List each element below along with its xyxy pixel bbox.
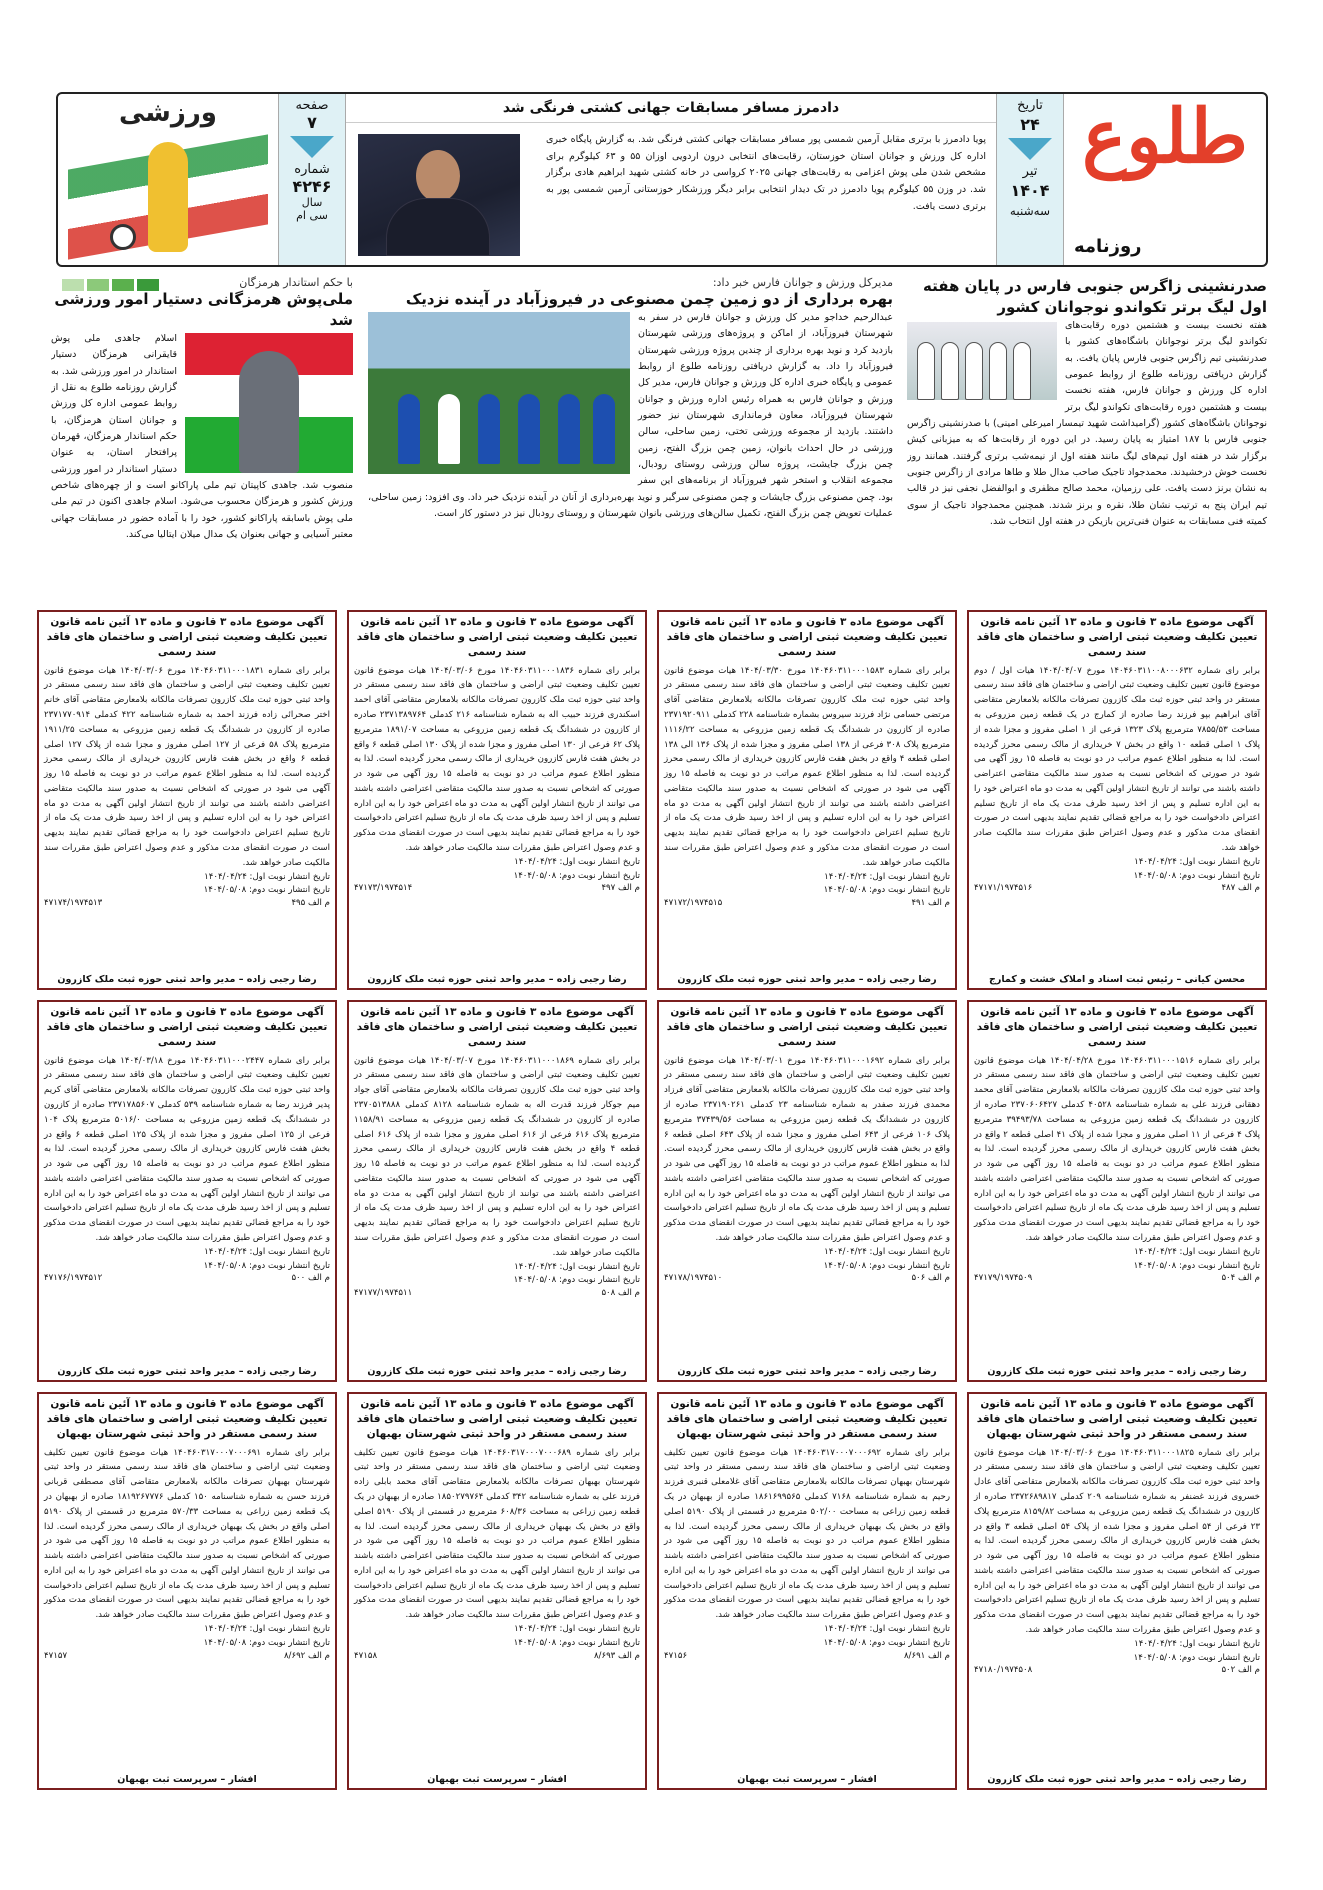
issue-label: شماره bbox=[294, 162, 330, 177]
legal-ad bbox=[967, 1392, 1267, 1790]
ad-title: آگهی موضوع ماده ۳ قانون و ماده ۱۳ آئین نامه قانون تعیین تکلیف وضعیت ثبتی اراضی و ساختمان های فاقد سند رسمی مستقر در واحد ثبتی شهرستان بهبهان bbox=[46, 1398, 328, 1441]
section-title: ورزشی bbox=[119, 98, 217, 128]
ad-code: ۴۷۱۷۱/۱۹۷۴۵۱۶ bbox=[974, 883, 1033, 894]
article-hormozgan bbox=[51, 276, 353, 596]
ad-size: ۴۸۷ م الف bbox=[1221, 883, 1260, 894]
article-hormozgan-body: اسلام جاهدی ملی پوش قایقرانی هرمزگان دستیار استاندار در امور ورزشی شد. به گزارش روزنامه طلوع به نقل از روابط عمومی اداره کل ورزش و جوانان استان هرمزگان، با حکم استاندار هرمزگان، قهرمان پرافتخار استان، به عنوان دستیار استاندار در امور ورزشی منصوب شد. جاهدی کاپیتان تیم ملی پاراکانو است و از چهره‌های شاخص ورزش کشور و هرمزگان محسوب می‌شود. اسلام جاهدی اکنون در تیم ملی ملی پوش باسابقه پاراکانو کشور، خود را با آماده حضور در مسابقات جهانی معتبر آسیایی و جهانی بعنوان یک مدال میلان ایتالیا می‌کند. bbox=[51, 333, 353, 540]
page-label: صفحه bbox=[295, 98, 329, 113]
triangle-icon bbox=[1008, 138, 1052, 160]
ad-body: برابر رای شماره ۱۴۰۴۶۰۳۱۱۰۰۰۱۸۶۹ مورخ ۱۴۰۴/۰۳/۰۷ هیات موضوع قانون تعیین تکلیف وضعیت ثبتی اراضی و ساختمان های فاقد سند رسمی مستقر در واحد ثبتی حوزه ثبت ملک کازرون تصرفات مالکانه بلامعارض متقاضی آقای جواد میم جوکار فرزند قدرت اله به شماره شناسنامه ۸۱۲۸ کدملی ۲۳۷۰۵۱۳۸۸۸ صادره از کازرون در ششدانگ یک قطعه زمین مزروعی به مساحت ۱۱۵۸/۹۱ مترمربع پلاک ۶۱۶ فرعی از ۶۱۶ اصلی مفروز و مجزا شده از پلاک ۶۱۶ اصلی قطعه ۴ واقع در بخش هفت فارس کازرون خریداری از مالک رسمی محرز گردیده است. لذا به منظور اطلاع عموم مراتب در دو نوبت به فاصله ۱۵ روز آگهی می شود در صورتی که اشخاص نسبت به صدور سند مالکیت متقاضی اعتراضی داشته باشند می توانند از تاریخ انتشار اولین آگهی به مدت دو ماه اعتراض خود را به این اداره تسلیم و پس از اخذ رسید ظرف مدت یک ماه از تاریخ تسلیم اعتراض دادخواست خود را به مراجع قضائی تقدیم نمایند بدیهی است در صورت انقضای مدت مذکور و عدم وصول اعتراض طبق مقررات سند مالکیت صادر خواهد شد. bbox=[354, 1055, 641, 1258]
legal-ad bbox=[347, 1000, 647, 1382]
ad-signature: محسن کیانی – رئیس ثبت اسناد و املاک خشت و کمارج bbox=[989, 974, 1245, 985]
legal-ad bbox=[37, 610, 337, 990]
article-firuzabad-kicker: مدیرکل ورزش و جوانان فارس خبر داد: bbox=[712, 276, 893, 289]
ad-first-publish-date: تاریخ انتشار نوبت اول: ۱۴۰۴/۰۴/۲۴ bbox=[204, 871, 330, 882]
ad-second-publish-date: تاریخ انتشار نوبت دوم: ۱۴۰۴/۰۵/۰۸ bbox=[203, 1637, 330, 1648]
ad-code: ۴۷۱۷۶/۱۹۷۴۵۱۲ bbox=[44, 1273, 103, 1284]
athlete-photo bbox=[185, 333, 353, 473]
ad-signature: افشار – سرپرست ثبت بهبهان bbox=[427, 1774, 567, 1785]
legal-ad bbox=[347, 1392, 647, 1790]
logo-text: طلوع bbox=[1082, 94, 1248, 180]
ad-size: ۸/۶۹۱ م الف bbox=[903, 1650, 950, 1661]
ad-first-publish-date: تاریخ انتشار نوبت اول: ۱۴۰۴/۰۴/۲۴ bbox=[1134, 1638, 1260, 1649]
ad-size: ۵۰۴ م الف bbox=[1221, 1273, 1260, 1284]
ad-code: ۴۷۱۷۲/۱۹۷۴۵۱۵ bbox=[664, 898, 723, 909]
ad-signature: رضا رجبی زاده – مدیر واحد ثبتی حوزه ثبت ملک کازرون bbox=[987, 1366, 1247, 1377]
ad-second-publish-date: تاریخ انتشار نوبت دوم: ۱۴۰۴/۰۵/۰۸ bbox=[513, 870, 640, 881]
ad-body: برابر رای شماره ۱۴۰۴۶۰۳۱۱۰۰۰۱۶۹۲ مورخ ۱۴۰۴/۰۳/۰۱ هیات موضوع قانون تعیین تکلیف وضعیت ثبتی اراضی و ساختمان های فاقد سند رسمی مستقر در واحد ثبتی حوزه ثبت ملک کازرون تصرفات مالکانه بلامعارض متقاضی آقای فرزاد محمدی فرزند صفدر به شماره شناسنامه ۲۳ کدملی ۲۳۷۱۹۰۲۶۱ صادره از کازرون در ششدانگ یک قطعه زمین مزروعی به مساحت ۳۷۴۳۹/۵۶ مترمربع پلاک ۱۰۶ فرعی از ۶۴۳ اصلی مفروز و مجزا شده از پلاک ۶۴۳ اصلی قطعه ۶ واقع در بخش هفت فارس کازرون خریداری از مالک رسمی محرز گردیده است. لذا به منظور اطلاع عموم مراتب در دو نوبت به فاصله ۱۵ روز آگهی می شود در صورتی که اشخاص نسبت به صدور سند مالکیت متقاضی اعتراضی داشته باشند می توانند از تاریخ انتشار اولین آگهی به مدت دو ماه اعتراض خود را به این اداره تسلیم و پس از اخذ رسید ظرف مدت یک ماه از تاریخ تسلیم اعتراض دادخواست خود را به مراجع قضائی تقدیم نمایند بدیهی است در صورت انقضای مدت مذکور و عدم وصول اعتراض طبق مقررات سند مالکیت صادر خواهد شد. bbox=[664, 1055, 951, 1244]
ad-size: ۴۹۷ م الف bbox=[601, 883, 640, 894]
ad-signature: افشار – سرپرست ثبت بهبهان bbox=[737, 1774, 877, 1785]
ad-body: برابر رای شماره ۱۴۰۴۶۰۳۱۱۰۰۰۲۴۴۷ مورخ ۱۴۰۴/۰۳/۱۸ هیات موضوع قانون تعیین تکلیف وضعیت ثبتی اراضی و ساختمان های فاقد سند رسمی مستقر در واحد ثبتی حوزه ثبت ملک کازرون تصرفات مالکانه بلامعارض متقاضی آقای کریم پدیر فرزند رضا به شماره شناسنامه ۵۳۹ کدملی ۲۳۷۱۷۸۵۶۰۷ صادره از کازرون در ششدانگ یک قطعه زمین مزروعی به مساحت ۵۰۱۶/۰ مترمربع پلاک ۱۰۴ فرعی از ۱۲۵ اصلی مفروز و مجزا شده از پلاک ۱۲۵ اصلی قطعه ۶ واقع در بخش هفت فارس کازرون خریداری از مالک رسمی محرز گردیده است. لذا به منظور اطلاع عموم مراتب در دو نوبت به فاصله ۱۵ روز آگهی می شود در صورتی که اشخاص نسبت به صدور سند مالکیت متقاضی اعتراضی داشته باشند می توانند از تاریخ انتشار اولین آگهی به مدت دو ماه اعتراض خود را به این اداره تسلیم و پس از اخذ رسید ظرف مدت یک ماه از تاریخ تسلیم اعتراض دادخواست خود را به مراجع قضائی تقدیم نمایند بدیهی است در صورت انقضای مدت مذکور و عدم وصول اعتراض طبق مقررات سند مالکیت صادر خواهد شد. bbox=[44, 1055, 330, 1244]
article-taekwondo-title[interactable]: صدرنشینی زاگرس جنوبی فارس در پایان هفته اول لیگ برتر تکواندو نوجوانان کشور bbox=[923, 277, 1267, 316]
ad-body: برابر رای شماره ۱۴۰۴۶۰۳۱۷۰۰۰۷۰۰۰۶۹۲ هیات موضوع قانون تعیین تکلیف وضعیت ثبتی اراضی و ساختمان های فاقد سند رسمی مستقر در واحد ثبتی شهرستان بهبهان تصرفات مالکانه بلامعارض متقاضی آقای غلامعلی قنبری فرزند رحیم به شماره شناسنامه ۷۱۶۸ کدملی ۱۸۶۱۶۹۹۵۶۵ صادره از بهبهان در یک قطعه زمین زراعی به مساحت ۵۰۲/۰۰ مترمربع در قسمتی از پلاک ۵۱۹۰ اصلی واقع در بخش یک بهبهان خریداری از مالک رسمی محرز گردیده است. لذا به منظور اطلاع عموم مراتب در دو نوبت به فاصله ۱۵ روز آگهی می شود در صورتی که اشخاص نسبت به صدور سند مالکیت متقاضی اعتراضی داشته باشند می توانند از تاریخ انتشار اولین آگهی به مدت دو ماه اعتراض خود را به این اداره تسلیم و پس از اخذ رسید ظرف مدت یک ماه از تاریخ تسلیم اعتراض دادخواست خود را به مراجع قضائی تقدیم نمایند بدیهی است در صورت انقضای مدت مذکور و عدم وصول اعتراض طبق مقررات سند مالکیت صادر خواهد شد. bbox=[664, 1447, 950, 1621]
ad-title: آگهی موضوع ماده ۳ قانون و ماده ۱۳ آئین نامه قانون تعیین تکلیف وضعیت ثبتی اراضی و ساختمان های فاقد سند رسمی bbox=[356, 616, 638, 659]
ad-second-publish-date: تاریخ انتشار نوبت دوم: ۱۴۰۴/۰۵/۰۸ bbox=[823, 885, 950, 896]
page-number: ۷ bbox=[307, 113, 317, 132]
ad-code: ۴۷۱۵۷ bbox=[44, 1650, 68, 1661]
wrestler-photo bbox=[358, 134, 520, 256]
ad-code: ۴۷۱۵۸ bbox=[354, 1650, 378, 1661]
ad-title: آگهی موضوع ماده ۳ قانون و ماده ۱۳ آئین نامه قانون تعیین تکلیف وضعیت ثبتی اراضی و ساختمان های فاقد سند رسمی مستقر در واحد ثبتی شهرستان بهبهان bbox=[666, 1398, 948, 1441]
ad-first-publish-date: تاریخ انتشار نوبت اول: ۱۴۰۴/۰۴/۲۴ bbox=[514, 1261, 640, 1272]
ad-body: برابر رای شماره ۱۴۰۴۶۰۳۱۱۰۰۰۱۸۲۵ مورخ ۱۴۰۴/۰۳/۰۶ هیات موضوع قانون تعیین تکلیف وضعیت ثبتی اراضی و ساختمان های فاقد سند رسمی مستقر در واحد ثبتی حوزه ثبت ملک کازرون تصرفات مالکانه بلامعارض متقاضی آقای عادل خسروی فرزند غضنفر به شماره شناسنامه ۲۰۹ کدملی ۲۳۷۲۶۸۹۸۱۷ صادره از کازرون در ششدانگ یک قطعه زمین مزروعی به مساحت ۸۱۵۹/۸۲ مترمربع پلاک ۲۳ فرعی از ۵۴ اصلی مفروز و مجزا شده از پلاک ۵۴ اصلی قطعه ۳ واقع در بخش هفت فارس کازرون خریداری از مالک رسمی محرز گردیده است. لذا به منظور اطلاع عموم مراتب در دو نوبت به فاصله ۱۵ روز آگهی می شود در صورتی که اشخاص نسبت به صدور سند مالکیت متقاضی اعتراضی داشته باشند می توانند از تاریخ انتشار اولین آگهی به مدت دو ماه اعتراض خود را به این اداره تسلیم و پس از اخذ رسید ظرف مدت یک ماه از تاریخ تسلیم اعتراض دادخواست خود را به مراجع قضائی تقدیم نمایند بدیهی است در صورت انقضای مدت مذکور و عدم وصول اعتراض طبق مقررات سند مالکیت صادر خواهد شد. bbox=[974, 1447, 1260, 1636]
ad-first-publish-date: تاریخ انتشار نوبت اول: ۱۴۰۴/۰۴/۲۴ bbox=[1134, 856, 1260, 867]
ad-code: ۴۷۱۷۸/۱۹۷۴۵۱۰ bbox=[664, 1273, 723, 1284]
article-firuzabad bbox=[368, 276, 893, 596]
ad-title: آگهی موضوع ماده ۳ قانون و ماده ۱۳ آئین نامه قانون تعیین تکلیف وضعیت ثبتی اراضی و ساختمان های فاقد سند رسمی bbox=[46, 1006, 328, 1049]
ad-signature: رضا رجبی زاده – مدیر واحد ثبتی حوزه ثبت ملک کازرون bbox=[677, 1366, 937, 1377]
date-weekday: سه‌شنبه bbox=[1009, 204, 1051, 218]
ad-second-publish-date: تاریخ انتشار نوبت دوم: ۱۴۰۴/۰۵/۰۸ bbox=[513, 1275, 640, 1286]
article-firuzabad-body: عبدالرحیم خداجو مدیر کل ورزش و جوانان فارس در سفر به شهرستان فیروزآباد، از اماکن و پروژه‌های ورزشی شهرستان بازدید کرد و نوید بهره برداری از چندین پروژه ورزشی شهرستان فیروزآباد را داد. به گزارش دریافتی روزنامه طلوع از روابط عمومی و پایگاه خبری اداره کل ورزش و جوانان فارس، مدیر کل ورزش و جوانان فارس به همراه رئیس اداره ورزش و جوانان شهرستان فیروزآباد، معاون فرمانداری شهرستان نیز حضور داشتند. بازدید از مجموعه ورزشی تختی، زمین ساحلی، سالن ورزشی در حال احداث بانوان، زمین چمن بزرگ الفتح، زمین چمن بزرگ جایشت، پروژه سالن ورزشی روستای رودبال، مجموعه انقلاب و استخر شهر فیروزآباد از برنامه‌های این سفر بود. چمن مصنوعی بزرگ جایشات و چمن مصنوعی سرگبر و نوید بهره‌برداری از آنان در آینده نزدیک خبر داد. وی افزود: زمین ساحلی، عملیات تعویض چمن بزرگ الفتح، تکمیل سالن‌های ورزشی بانوان شهرستان و روستای رودبال نیز در دستور کار است. bbox=[368, 312, 893, 519]
ad-title: آگهی موضوع ماده ۳ قانون و ماده ۱۳ آئین نامه قانون تعیین تکلیف وضعیت ثبتی اراضی و ساختمان های فاقد سند رسمی bbox=[46, 616, 328, 659]
legal-ad bbox=[967, 1000, 1267, 1382]
ad-first-publish-date: تاریخ انتشار نوبت اول: ۱۴۰۴/۰۴/۲۴ bbox=[204, 1624, 330, 1635]
ad-code: ۴۷۱۵۶ bbox=[664, 1650, 688, 1661]
field-visit-photo bbox=[368, 312, 630, 474]
ad-code: ۴۷۱۸۰/۱۹۷۴۵۰۸ bbox=[974, 1665, 1033, 1676]
ad-first-publish-date: تاریخ انتشار نوبت اول: ۱۴۰۴/۰۴/۲۴ bbox=[514, 856, 640, 867]
ad-first-publish-date: تاریخ انتشار نوبت اول: ۱۴۰۴/۰۴/۲۴ bbox=[514, 1624, 640, 1635]
section-banner bbox=[58, 94, 278, 265]
triangle-icon bbox=[290, 136, 334, 158]
ad-body: برابر رای شماره ۱۴۰۴۶۰۳۱۱۰۰۸۰۰۰۶۳۲ مورخ ۱۴۰۴/۰۴/۰۷ هیات اول / دوم موضوع قانون تعیین تکلیف وضعیت ثبتی اراضی و ساختمان های فاقد سند رسمی مستقر در واحد ثبتی حوزه ثبت ملک کازرون تصرفات مالکانه بلامعارض متقاضی آقای ابراهیم بپو فرزند رضا صادره از کمارج در یک قطعه زمین مزروعی به مساحت ۷۸۵۵/۵۳ مترمربع پلاک ۱۳۲۳ فرعی از ۱ اصلی مفروز و مجزا شده از پلاک ۱ اصلی قطعه ۱۰ واقع در بخش ۷ خریداری از مالک رسمی محرز گردیده است. لذا به منظور اطلاع عموم مراتب در دو نوبت به فاصله ۱۵ روز آگهی می شود در صورتی که اشخاص نسبت به صدور سند مالکیت متقاضی اعتراضی داشته باشند می توانند از تاریخ انتشار اولین آگهی به مدت دو ماه اعتراض خود را به این اداره تسلیم و پس از اخذ رسید ظرف مدت یک ماه از تاریخ تسلیم اعتراض دادخواست خود را به مراجع قضائی تقدیم نمایند بدیهی است در صورت انقضای مدت مذکور و عدم وصول اعتراض طبق مقررات سند مالکیت صادر خواهد شد. bbox=[974, 665, 1261, 854]
date-month: تیر bbox=[1022, 164, 1038, 179]
ad-first-publish-date: تاریخ انتشار نوبت اول: ۱۴۰۴/۰۴/۲۴ bbox=[1134, 1246, 1260, 1257]
ad-title: آگهی موضوع ماده ۳ قانون و ماده ۱۳ آئین نامه قانون تعیین تکلیف وضعیت ثبتی اراضی و ساختمان های فاقد سند رسمی bbox=[666, 616, 948, 659]
ad-signature: رضا رجبی زاده – مدیر واحد ثبتی حوزه ثبت ملک کازرون bbox=[367, 974, 627, 985]
ad-first-publish-date: تاریخ انتشار نوبت اول: ۱۴۰۴/۰۴/۲۴ bbox=[824, 1246, 950, 1257]
newspaper-logo[interactable] bbox=[1064, 94, 1266, 265]
football-icon bbox=[110, 224, 136, 250]
article-taekwondo bbox=[907, 276, 1267, 596]
volume-label: سال bbox=[301, 196, 323, 209]
ad-second-publish-date: تاریخ انتشار نوبت دوم: ۱۴۰۴/۰۵/۰۸ bbox=[1133, 1652, 1260, 1663]
page-box bbox=[278, 94, 346, 265]
article-taekwondo-body: هفته نخست بیست و هشتمین دوره رقابت‌های تکواندو لیگ برتر نوجوانان باشگاه‌های کشور با صدرنشینی تیم زاگرس جنوبی فارس پایان یافت. به گزارش دریافتی روزنامه طلوع از روابط عمومی اداره کل ورزش و جوانان فارس، هفته نخست بیست و هشتمین دوره رقابت‌های تکواندو لیگ برتر نوجوانان باشگاه‌های کشور (گرامیداشت شهید تیمسار امیرعلی امینی) با صدرنشینی زاگرس جنوبی فارس با ۱۸۷ امتیاز به پایان رسید. در این دوره از رقابت‌ها که به میزبانی کیش برگزار شد در هفته اول تیم‌های لیگ مانند هفته اول از نیمه‌شب برتری گرفتند. همانند روز نخست خوش درخشیدند. محمدجواد تاجیک صاحب مدال طلا و طاها مرادی از زاگرس جنوبی به نشان برنز دست یافت. علی رزمیان، محمد صالح مظفری و ابوالفضل نجفی نیز در قالب تیم ایران پنج به ترتیب نشان طلا، نقره و برنز شدند. همچنین محمدجواد تاجیک از سوی کمیته فنی مسابقات به عنوان فنی‌ترین بازیکن در هفته اول انتخاب شد. bbox=[907, 320, 1267, 527]
ad-signature: افشار – سرپرست ثبت بهبهان bbox=[117, 1774, 257, 1785]
ad-first-publish-date: تاریخ انتشار نوبت اول: ۱۴۰۴/۰۴/۲۴ bbox=[824, 871, 950, 882]
top-news bbox=[346, 94, 996, 265]
top-news-title[interactable]: دادمرز مسافر مسابقات جهانی کشتی فرنگی شد bbox=[346, 94, 996, 123]
ad-code: ۴۷۱۷۹/۱۹۷۴۵۰۹ bbox=[974, 1273, 1033, 1284]
legal-ad bbox=[657, 610, 957, 990]
article-hormozgan-title[interactable]: ملی‌پوش هرمزگانی دستیار امور ورزشی شد bbox=[54, 290, 353, 329]
ad-signature: رضا رجبی زاده – مدیر واحد ثبتی حوزه ثبت ملک کازرون bbox=[677, 974, 937, 985]
masthead bbox=[56, 92, 1268, 267]
ad-body: برابر رای شماره ۱۴۰۴۶۰۳۱۷۰۰۰۷۰۰۰۶۸۹ هیات موضوع قانون تعیین تکلیف وضعیت ثبتی اراضی و ساختمان های فاقد سند رسمی مستقر در واحد ثبتی شهرستان بهبهان تصرفات مالکانه بلامعارض متقاضی آقای محمد بابلی زاده فرزند علی به شماره شناسنامه ۳۴۲ کدملی ۱۸۵۰۲۷۹۷۶۴ صادره از بهبهان در یک قطعه زمین زراعی به مساحت ۶۰۸/۳۶ مترمربع در قسمتی از پلاک ۵۱۹۰ اصلی واقع در بخش یک بهبهان خریداری از مالک رسمی محرز گردیده است. لذا به منظور اطلاع عموم مراتب در دو نوبت به فاصله ۱۵ روز آگهی می شود در صورتی که اشخاص نسبت به صدور سند مالکیت متقاضی اعتراضی داشته باشند می توانند از تاریخ انتشار اولین آگهی به مدت دو ماه اعتراض خود را به این اداره تسلیم و پس از اخذ رسید ظرف مدت یک ماه از تاریخ تسلیم اعتراض دادخواست خود را به مراجع قضائی تقدیم نمایند بدیهی است در صورت انقضای مدت مذکور و عدم وصول اعتراض طبق مقررات سند مالکیت صادر خواهد شد. bbox=[354, 1447, 640, 1621]
football-player-graphic bbox=[148, 142, 188, 252]
date-box bbox=[996, 94, 1064, 265]
ad-code: ۴۷۱۷۴/۱۹۷۴۵۱۳ bbox=[44, 898, 103, 909]
ad-title: آگهی موضوع ماده ۳ قانون و ماده ۱۳ آئین نامه قانون تعیین تکلیف وضعیت ثبتی اراضی و ساختمان های فاقد سند رسمی bbox=[356, 1006, 638, 1049]
ad-code: ۴۷۱۷۳/۱۹۷۴۵۱۴ bbox=[354, 883, 413, 894]
ad-second-publish-date: تاریخ انتشار نوبت دوم: ۱۴۰۴/۰۵/۰۸ bbox=[513, 1637, 640, 1648]
ad-second-publish-date: تاریخ انتشار نوبت دوم: ۱۴۰۴/۰۵/۰۸ bbox=[1133, 1260, 1260, 1271]
ad-size: ۸/۶۹۲ م الف bbox=[283, 1650, 330, 1661]
ad-size: ۵۰۰ م الف bbox=[291, 1273, 330, 1284]
ad-title: آگهی موضوع ماده ۳ قانون و ماده ۱۳ آئین نامه قانون تعیین تکلیف وضعیت ثبتی اراضی و ساختمان های فاقد سند رسمی bbox=[976, 1006, 1258, 1049]
ad-body: برابر رای شماره ۱۴۰۴۶۰۳۱۱۰۰۰۱۸۳۱ مورخ ۱۴۰۴/۰۳/۰۶ هیات موضوع قانون تعیین تکلیف وضعیت ثبتی اراضی و ساختمان های فاقد سند رسمی مستقر در واحد ثبتی حوزه ثبت ملک کازرون تصرفات مالکانه بلامعارض متقاضی آقای خانم اختر صحرائی زاده فرزند احمد به شماره شناسنامه ۴۲۲ کدملی ۲۳۷۱۷۷۰۹۱۴ صادره از کازرون در ششدانگ یک قطعه زمین مزروعی به مساحت ۱۹۱۱/۲۵ مترمربع پلاک ۵۸ فرعی از ۱۲۷ اصلی مفروز و مجزا شده از پلاک ۱۲۷ اصلی قطعه ۶ واقع در بخش هفت فارس کازرون خریداری از مالک رسمی محرز گردیده است. لذا به منظور اطلاع عموم مراتب در دو نوبت به فاصله ۱۵ روز آگهی می شود در صورتی که اشخاص نسبت به صدور سند مالکیت متقاضی اعتراضی داشته باشند می توانند از تاریخ انتشار اولین آگهی به مدت دو ماه اعتراض خود را به این اداره تسلیم و پس از اخذ رسید ظرف مدت یک ماه از تاریخ تسلیم اعتراض دادخواست خود را به مراجع قضائی تقدیم نمایند بدیهی است در صورت انقضای مدت مذکور و عدم وصول اعتراض طبق مقررات سند مالکیت صادر خواهد شد. bbox=[44, 665, 330, 868]
ad-body: برابر رای شماره ۱۴۰۴۶۰۳۱۱۰۰۰۱۵۸۳ مورخ ۱۴۰۴/۰۳/۳۰ هیات موضوع قانون تعیین تکلیف وضعیت ثبتی اراضی و ساختمان های فاقد سند رسمی مستقر در واحد ثبتی حوزه ثبت ملک کازرون تصرفات مالکانه بلامعارض متقاضی آقای مرتضی حسامی نژاد فرزند سیروس بشماره شناسنامه ۲۲۸ کدملی ۲۳۷۱۹۲۰۹۱۱ صادره از کازرون در ششدانگ یک قطعه زمین مزروعی به مساحت ۱۱۱۶/۲۲ مترمربع پلاک ۳۰۸ فرعی از ۱۳۸ اصلی مفروز و مجزا شده از پلاک ۱۳۶ الی ۱۳۸ اصلی قطعه ۴ واقع در بخش هفت فارس کازرون خریداری از مالک رسمی محرز گردیده است. لذا به منظور اطلاع عموم مراتب در دو نوبت به فاصله ۱۵ روز آگهی می شود در صورتی که اشخاص نسبت به صدور سند مالکیت متقاضی اعتراضی داشته باشند می توانند از تاریخ انتشار اولین آگهی به مدت دو ماه اعتراض خود را به این اداره تسلیم و پس از اخذ رسید ظرف مدت یک ماه از تاریخ تسلیم اعتراض دادخواست خود را به مراجع قضائی تقدیم نمایند بدیهی است در صورت انقضای مدت مذکور و عدم وصول اعتراض طبق مقررات سند مالکیت صادر خواهد شد. bbox=[664, 665, 951, 868]
ad-size: ۴۹۵ م الف bbox=[291, 898, 330, 909]
ad-second-publish-date: تاریخ انتشار نوبت دوم: ۱۴۰۴/۰۵/۰۸ bbox=[203, 885, 330, 896]
ad-size: ۵۰۶ م الف bbox=[911, 1273, 950, 1284]
ad-signature: رضا رجبی زاده – مدیر واحد ثبتی حوزه ثبت ملک کازرون bbox=[987, 1774, 1247, 1785]
ad-body: برابر رای شماره ۱۴۰۴۶۰۳۱۱۰۰۰۱۵۱۶ مورخ ۱۴۰۴/۰۴/۲۸ هیات موضوع قانون تعیین تکلیف وضعیت ثبتی اراضی و ساختمان های فاقد سند رسمی مستقر در واحد ثبتی حوزه ثبت ملک کازرون تصرفات مالکانه بلامعارض متقاضی آقای محمد دهقانی فرزند علی به شماره شناسنامه ۴۰۵۲۸ کدملی ۲۳۷۰۶۰۶۴۲۷ صادره از کازرون در ششدانگ یک قطعه زمین مزروعی به مساحت ۳۹۴۹۳/۷۸ مترمربع پلاک ۴ فرعی از ۱۱ اصلی مفروز و مجزا شده از پلاک ۴۱ اصلی قطعه ۲ واقع در بخش هفت فارس کازرون خریداری از مالک رسمی محرز گردیده است. لذا به منظور اطلاع عموم مراتب در دو نوبت به فاصله ۱۵ روز آگهی می شود در صورتی که اشخاص نسبت به صدور سند مالکیت متقاضی اعتراضی داشته باشند می توانند از تاریخ انتشار اولین آگهی به مدت دو ماه اعتراض خود را به این اداره تسلیم و پس از اخذ رسید ظرف مدت یک ماه از تاریخ تسلیم اعتراض دادخواست خود را به مراجع قضائی تقدیم نمایند بدیهی است در صورت انقضای مدت مذکور و عدم وصول اعتراض طبق مقررات سند مالکیت صادر خواهد شد. bbox=[974, 1055, 1261, 1244]
ad-body: برابر رای شماره ۱۴۰۴۶۰۳۱۱۰۰۰۱۸۳۶ مورخ ۱۴۰۴/۰۳/۰۶ هیات موضوع قانون تعیین تکلیف وضعیت ثبتی اراضی و ساختمان های فاقد سند رسمی مستقر در واحد ثبتی حوزه ثبت ملک کازرون تصرفات مالکانه بلامعارض متقاضی آقای احمد اسکندری فرزند حبیب اله به شماره شناسنامه ۲۱۶ کدملی ۲۳۷۱۳۸۹۷۶۴ صادره از کازرون در ششدانگ یک قطعه زمین مزروعی به مساحت ۱۸۹۱/۰۷ مترمربع پلاک ۶۲ فرعی از ۱۳۰ اصلی مفروز و مجزا شده از پلاک ۱۳۰ اصلی قطعه ۶ واقع در بخش هفت فارس کازرون خریداری از مالک رسمی محرز گردیده است. لذا به منظور اطلاع عموم مراتب در دو نوبت به فاصله ۱۵ روز آگهی می شود در صورتی که اشخاص نسبت به صدور سند مالکیت متقاضی اعتراضی داشته باشند می توانند از تاریخ انتشار اولین آگهی به مدت دو ماه اعتراض خود را به این اداره تسلیم و پس از اخذ رسید ظرف مدت یک ماه از تاریخ تسلیم اعتراض دادخواست خود را به مراجع قضائی تقدیم نمایند بدیهی است در صورت انقضای مدت مذکور و عدم وصول اعتراض طبق مقررات سند مالکیت صادر خواهد شد. bbox=[354, 665, 641, 854]
ad-title: آگهی موضوع ماده ۳ قانون و ماده ۱۳ آئین نامه قانون تعیین تکلیف وضعیت ثبتی اراضی و ساختمان های فاقد سند رسمی مستقر در واحد ثبتی شهرستان بهبهان bbox=[356, 1398, 638, 1441]
legal-ad bbox=[657, 1392, 957, 1790]
legal-ad bbox=[37, 1392, 337, 1790]
ad-size: ۵۰۲ م الف bbox=[1221, 1665, 1260, 1676]
date-year: ۱۴۰۴ bbox=[1010, 181, 1050, 200]
ad-title: آگهی موضوع ماده ۳ قانون و ماده ۱۳ آئین نامه قانون تعیین تکلیف وضعیت ثبتی اراضی و ساختمان های فاقد سند رسمی مستقر در واحد ثبتی شهرستان بهبهان bbox=[976, 1398, 1258, 1441]
ad-first-publish-date: تاریخ انتشار نوبت اول: ۱۴۰۴/۰۴/۲۴ bbox=[204, 1246, 330, 1257]
ad-size: ۴۹۱ م الف bbox=[911, 898, 950, 909]
ad-second-publish-date: تاریخ انتشار نوبت دوم: ۱۴۰۴/۰۵/۰۸ bbox=[823, 1637, 950, 1648]
logo-subtitle: روزنامه bbox=[1074, 236, 1142, 257]
issue-number: ۴۲۴۶ bbox=[292, 177, 332, 196]
article-firuzabad-title[interactable]: بهره برداری از دو زمین چمن مصنوعی در فیروزآباد در آینده نزدیک bbox=[405, 290, 893, 308]
article-hormozgan-kicker: با حکم استاندار هرمزگان bbox=[239, 276, 353, 289]
top-news-body: پویا دادمرز با برتری مقابل آرمین شمسی پور مسافر مسابقات جهانی کشتی فرنگی شد. به گزارش پایگاه خبری اداره کل ورزش و جوانان استان خوزستان، رقابت‌های انتخابی درون اردویی اوزان ۵۵ و ۶۳ کیلوگرم برای مشخص شدن ملی پوش اعزامی به رقابت‌های جهانی ۲۰۲۵ کرواسی در خانه کشتی شهید ابراهیم هادی برگزار شد. در وزن ۵۵ کیلوگرم پویا دادمرز در تک دیدار انتخابی برابر دیگر ورزشکار خوزستانی آرمین شمسی پور به برتری دست یافت. bbox=[546, 134, 986, 212]
volume-value: سی ام bbox=[296, 209, 328, 222]
legal-ad bbox=[657, 1000, 957, 1382]
ad-signature: رضا رجبی زاده – مدیر واحد ثبتی حوزه ثبت ملک کازرون bbox=[57, 974, 317, 985]
legal-ad bbox=[967, 610, 1267, 990]
ad-body: برابر رای شماره ۱۴۰۴۶۰۳۱۷۰۰۰۷۰۰۰۶۹۱ هیات موضوع قانون تعیین تکلیف وضعیت ثبتی اراضی و ساختمان های فاقد سند رسمی مستقر در واحد ثبتی شهرستان بهبهان تصرفات مالکانه بلامعارض متقاضی آقای مصطفی قربانی فرزند حسن به شماره شناسنامه ۱۵۰ کدملی ۱۸۱۹۲۶۷۷۷۶ صادره از بهبهان در یک قطعه زمین زراعی به مساحت ۵۷۰/۳۳ مترمربع در قسمتی از پلاک ۵۱۹۰ اصلی واقع در بخش یک بهبهان خریداری از مالک رسمی محرز گردیده است. لذا به منظور اطلاع عموم مراتب در دو نوبت به فاصله ۱۵ روز آگهی می شود در صورتی که اشخاص نسبت به صدور سند مالکیت متقاضی اعتراضی داشته باشند می توانند از تاریخ انتشار اولین آگهی به مدت دو ماه اعتراض خود را به این اداره تسلیم و پس از اخذ رسید ظرف مدت یک ماه از تاریخ تسلیم اعتراض دادخواست خود را به مراجع قضائی تقدیم نمایند بدیهی است در صورت انقضای مدت مذکور و عدم وصول اعتراض طبق مقررات سند مالکیت صادر خواهد شد. bbox=[44, 1447, 330, 1621]
ad-title: آگهی موضوع ماده ۳ قانون و ماده ۱۳ آئین نامه قانون تعیین تکلیف وضعیت ثبتی اراضی و ساختمان های فاقد سند رسمی bbox=[976, 616, 1258, 659]
ad-signature: رضا رجبی زاده – مدیر واحد ثبتی حوزه ثبت ملک کازرون bbox=[57, 1366, 317, 1377]
ad-second-publish-date: تاریخ انتشار نوبت دوم: ۱۴۰۴/۰۵/۰۸ bbox=[1133, 870, 1260, 881]
ad-second-publish-date: تاریخ انتشار نوبت دوم: ۱۴۰۴/۰۵/۰۸ bbox=[823, 1260, 950, 1271]
date-day: ۲۴ bbox=[1020, 115, 1040, 134]
legal-ad bbox=[347, 610, 647, 990]
ad-title: آگهی موضوع ماده ۳ قانون و ماده ۱۳ آئین نامه قانون تعیین تکلیف وضعیت ثبتی اراضی و ساختمان های فاقد سند رسمی bbox=[666, 1006, 948, 1049]
taekwondo-photo bbox=[907, 322, 1057, 400]
ad-signature: رضا رجبی زاده – مدیر واحد ثبتی حوزه ثبت ملک کازرون bbox=[367, 1366, 627, 1377]
ad-size: ۸/۶۹۳ م الف bbox=[593, 1650, 640, 1661]
legal-ad bbox=[37, 1000, 337, 1382]
date-label: تاریخ bbox=[1017, 98, 1043, 113]
ad-first-publish-date: تاریخ انتشار نوبت اول: ۱۴۰۴/۰۴/۲۴ bbox=[824, 1624, 950, 1635]
ad-size: ۵۰۸ م الف bbox=[601, 1288, 640, 1299]
ad-second-publish-date: تاریخ انتشار نوبت دوم: ۱۴۰۴/۰۵/۰۸ bbox=[203, 1260, 330, 1271]
ad-code: ۴۷۱۷۷/۱۹۷۴۵۱۱ bbox=[354, 1288, 413, 1299]
